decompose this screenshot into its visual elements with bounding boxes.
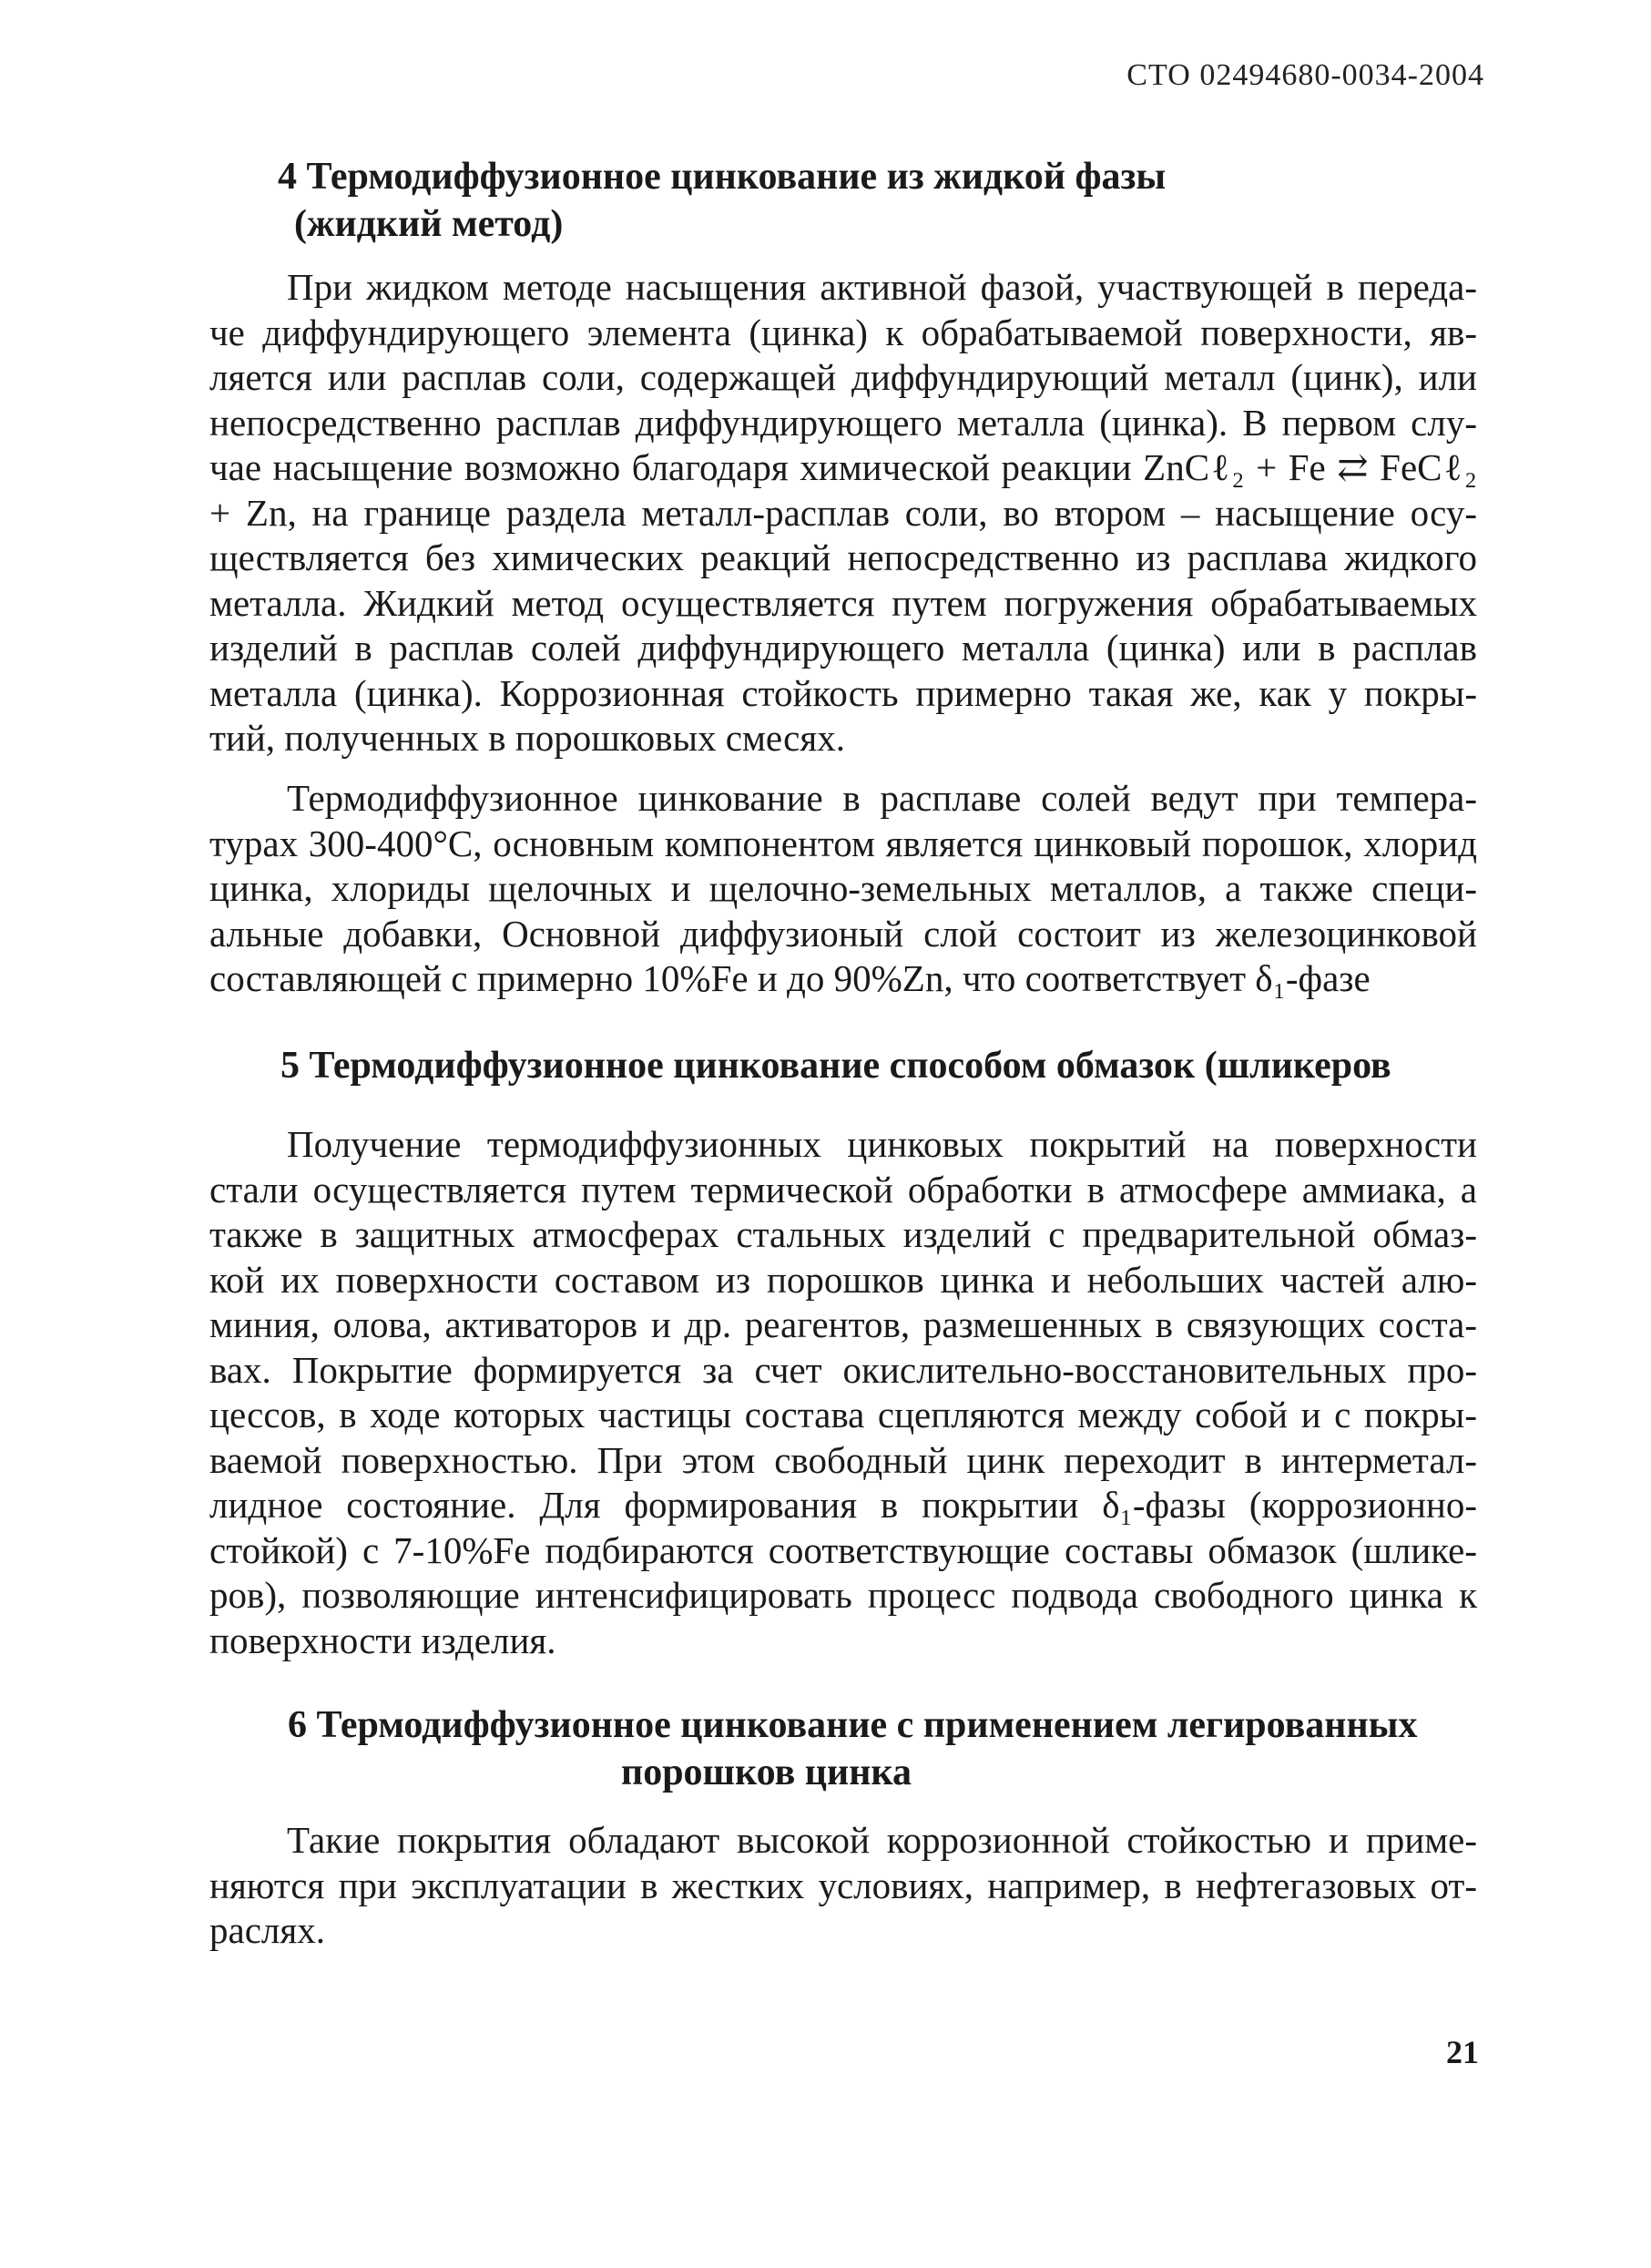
paragraph-line: раслях.: [209, 1909, 325, 1951]
page-number: 21: [1446, 2034, 1479, 2070]
paragraph-line: альные добавки, Основной диффузионый слой состоит из железоцинковой: [209, 912, 1477, 955]
paragraph-line: ществляется без химических реакций непосредственно из расплава жидкого: [209, 536, 1477, 578]
paragraph-line: Такие покрытия обладают высокой коррозионной стойкостью и приме-: [287, 1819, 1477, 1861]
paragraph-line: + Zn, на границе раздела металл-расплав соли, во втором – насыщение осу-: [209, 491, 1477, 534]
section-6-paragraph: [209, 1818, 1477, 1954]
paragraph-line: также в защитных атмосферах стальных изделий с предварительной обмаз-: [209, 1213, 1477, 1255]
paragraph-line: че диффундирующего элемента (цинка) к обрабатываемой поверхности, яв-: [209, 311, 1477, 353]
paragraph-line: миния, олова, активаторов и др. реагентов, размешенных в связующих соста-: [209, 1303, 1477, 1345]
section-6-heading-line-2: порошков цинка: [621, 1752, 912, 1793]
paragraph-line: стойкой) с 7-10%Fe подбираются соответствующие составы обмазок (шлике-: [209, 1528, 1477, 1571]
paragraph-line: При жидком методе насыщения активной фазой, участвующей в переда-: [287, 266, 1477, 308]
paragraph-line: поверхности изделия.: [209, 1619, 556, 1661]
paragraph-line: тий, полученных в порошковых смесях.: [209, 717, 845, 759]
paragraph-line: ров), позволяющие интенсифицировать процесс подвода свободного цинка к: [209, 1574, 1477, 1616]
paragraph-line: вах. Покрытие формируется за счет окислительно-восстановительных про-: [209, 1348, 1477, 1391]
paragraph-line: турах 300-400°С, основным компонентом является цинковый порошок, хлорид: [209, 822, 1477, 864]
paragraph-line: цинка, хлориды щелочных и щелочно-земельных металлов, а также специ-: [209, 867, 1477, 909]
paragraph-line: Получение термодиффузионных цинковых покрытий на поверхности: [287, 1123, 1477, 1165]
paragraph-line: металла. Жидкий метод осуществляется путем погружения обрабатываемых: [209, 581, 1477, 624]
paragraph-line: няются при эксплуатации в жестких условиях, например, в нефтегазовых от-: [209, 1864, 1477, 1906]
section-4-paragraph-1: [209, 265, 1477, 761]
document-code: СТО 02494680-0034-2004: [1126, 58, 1484, 92]
section-6-heading: [288, 1701, 1417, 1796]
paragraph-line: изделий в расплав солей диффундирующего металла (цинка) или в расплав: [209, 627, 1477, 669]
section-6-heading-line-1: 6 Термодиффузионное цинкование с применением легированных: [288, 1704, 1418, 1746]
section-5-heading-line: 5 Термодиффузионное цинкование способом обмазок (шликеров: [280, 1045, 1391, 1087]
paragraph-line: чае насыщение возможно благодаря химической реакции ZnCℓ₂ + Fe ⇄ FeCℓ₂: [209, 446, 1477, 488]
paragraph-line: цессов, в ходе которых частицы состава сцепляются между собой и с покры-: [209, 1394, 1477, 1435]
section-4-heading: [278, 153, 1166, 248]
paragraph-line: ляется или расплав соли, содержащей диффундирующий металл (цинк), или: [209, 356, 1477, 398]
paragraph-line: стали осуществляется путем термической обработки в атмосфере аммиака, а: [209, 1168, 1477, 1211]
paragraph-line: составляющей с примерно 10%Fe и до 90%Zn, что соответствует δ₁-фазе: [209, 957, 1371, 999]
section-5-paragraph: [209, 1122, 1477, 1663]
paragraph-line: лидное состояние. Для формирования в покрытии δ₁-фазы (коррозионно-: [209, 1484, 1477, 1526]
paragraph-line: ваемой поверхностью. При этом свободный цинк переходит в интерметал-: [209, 1438, 1477, 1481]
paragraph-line: Термодиффузионное цинкование в расплаве солей ведут при темпера-: [287, 777, 1477, 819]
section-4-heading-line-2: (жидкий метод): [294, 203, 564, 245]
paragraph-line: металла (цинка). Коррозионная стойкость примерно такая же, как у покры-: [209, 671, 1477, 714]
section-4-paragraph-2: [209, 776, 1477, 1002]
paragraph-line: кой их поверхности составом из порошков цинка и небольших частей алю-: [209, 1258, 1477, 1301]
section-5-heading: [280, 1042, 1391, 1089]
paragraph-line: непосредственно расплав диффундирующего металла (цинка). В первом слу-: [209, 401, 1477, 444]
section-4-heading-line-1: 4 Термодиффузионное цинкование из жидкой фазы: [278, 156, 1167, 198]
